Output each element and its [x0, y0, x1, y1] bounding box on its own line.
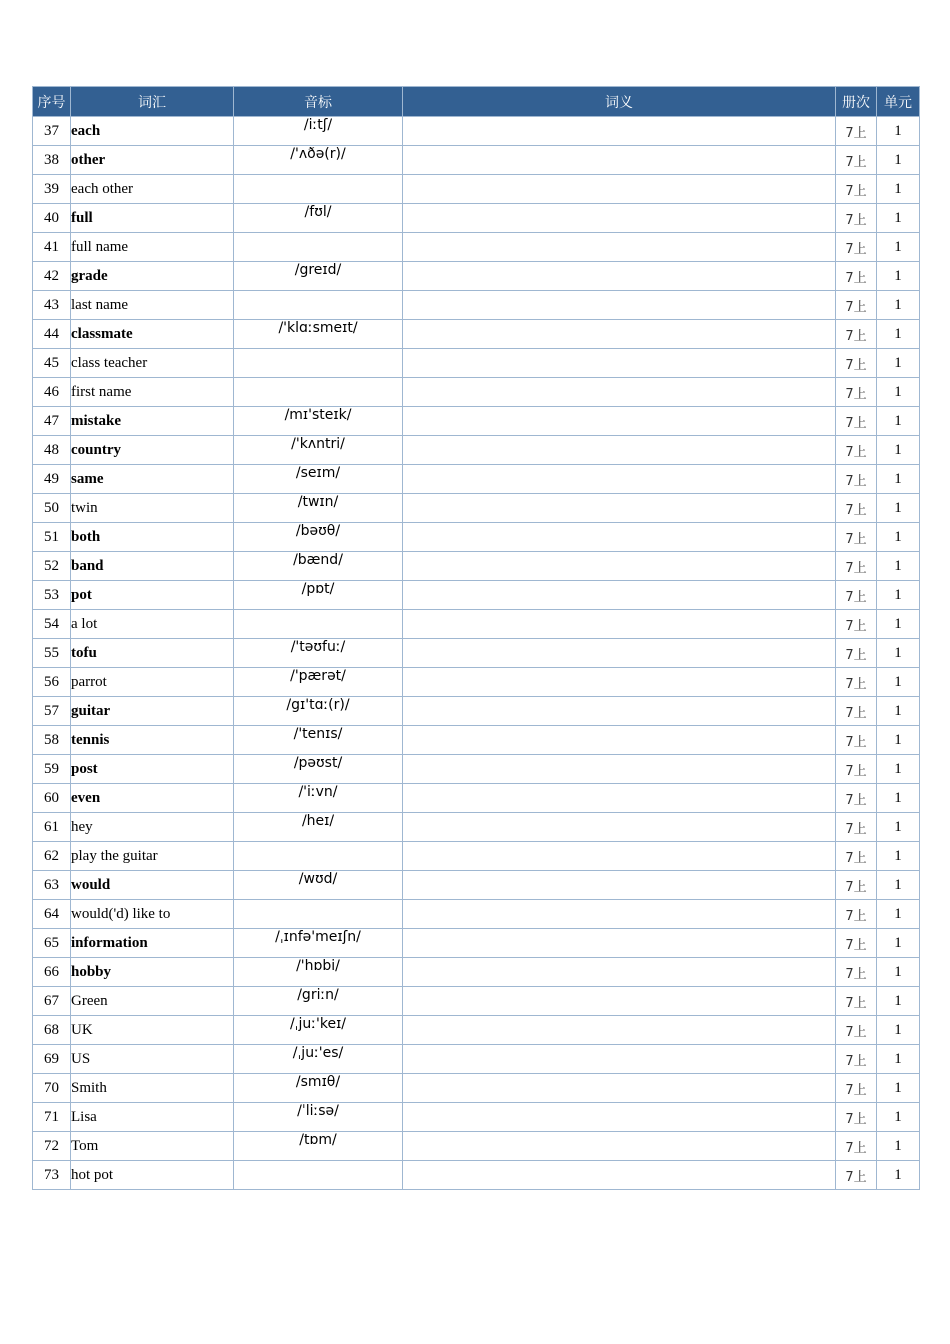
cell-no: 59 — [33, 755, 71, 784]
cell-no: 49 — [33, 465, 71, 494]
cell-no: 56 — [33, 668, 71, 697]
cell-meaning — [403, 610, 836, 639]
cell-word: Smith — [71, 1074, 234, 1103]
cell-unit: 1 — [877, 697, 920, 726]
table-row — [33, 175, 920, 204]
cell-phonetic: /pəʊst/ — [234, 755, 403, 784]
cell-no: 68 — [33, 1016, 71, 1045]
table-row — [33, 1103, 920, 1132]
cell-book: 7上 — [836, 233, 877, 262]
cell-word: mistake — [71, 407, 234, 436]
cell-no: 45 — [33, 349, 71, 378]
cell-no: 65 — [33, 929, 71, 958]
cell-unit: 1 — [877, 233, 920, 262]
cell-meaning — [403, 378, 836, 407]
cell-phonetic: /'təʊfuː/ — [234, 639, 403, 668]
cell-meaning — [403, 465, 836, 494]
table-row — [33, 1132, 920, 1161]
table-row — [33, 755, 920, 784]
table-body — [33, 117, 920, 1190]
cell-no: 38 — [33, 146, 71, 175]
cell-unit: 1 — [877, 958, 920, 987]
cell-phonetic: /'tenɪs/ — [234, 726, 403, 755]
cell-book: 7上 — [836, 436, 877, 465]
cell-book: 7上 — [836, 349, 877, 378]
table-row — [33, 639, 920, 668]
cell-meaning — [403, 494, 836, 523]
cell-book: 7上 — [836, 552, 877, 581]
cell-phonetic: /'iːvn/ — [234, 784, 403, 813]
cell-no: 48 — [33, 436, 71, 465]
cell-phonetic: /'ʌðə(r)/ — [234, 146, 403, 175]
cell-word: information — [71, 929, 234, 958]
cell-meaning — [403, 320, 836, 349]
cell-word: both — [71, 523, 234, 552]
header-unit: 单元 — [877, 87, 920, 117]
cell-no: 58 — [33, 726, 71, 755]
cell-word: other — [71, 146, 234, 175]
cell-phonetic: /bænd/ — [234, 552, 403, 581]
cell-word: twin — [71, 494, 234, 523]
cell-meaning — [403, 871, 836, 900]
cell-meaning — [403, 436, 836, 465]
cell-no: 55 — [33, 639, 71, 668]
cell-word: full — [71, 204, 234, 233]
cell-meaning — [403, 1103, 836, 1132]
cell-no: 64 — [33, 900, 71, 929]
table-row — [33, 349, 920, 378]
cell-word: Tom — [71, 1132, 234, 1161]
cell-word: tofu — [71, 639, 234, 668]
cell-unit: 1 — [877, 378, 920, 407]
cell-word: country — [71, 436, 234, 465]
cell-book: 7上 — [836, 755, 877, 784]
table-row — [33, 523, 920, 552]
cell-unit: 1 — [877, 320, 920, 349]
cell-no: 39 — [33, 175, 71, 204]
cell-phonetic: /pɒt/ — [234, 581, 403, 610]
table-row — [33, 697, 920, 726]
cell-no: 62 — [33, 842, 71, 871]
vocabulary-table — [32, 86, 920, 1190]
cell-phonetic: /greɪd/ — [234, 262, 403, 291]
cell-unit: 1 — [877, 291, 920, 320]
cell-phonetic: /iːtʃ/ — [234, 117, 403, 146]
cell-book: 7上 — [836, 639, 877, 668]
cell-unit: 1 — [877, 552, 920, 581]
cell-meaning — [403, 291, 836, 320]
cell-no: 61 — [33, 813, 71, 842]
table-row — [33, 610, 920, 639]
cell-unit: 1 — [877, 1103, 920, 1132]
cell-unit: 1 — [877, 987, 920, 1016]
cell-book: 7上 — [836, 1074, 877, 1103]
cell-word: would('d) like to — [71, 900, 234, 929]
cell-book: 7上 — [836, 407, 877, 436]
cell-phonetic: /'klɑːsmeɪt/ — [234, 320, 403, 349]
cell-book: 7上 — [836, 291, 877, 320]
cell-meaning — [403, 1045, 836, 1074]
cell-unit: 1 — [877, 465, 920, 494]
cell-phonetic — [234, 900, 403, 929]
cell-book: 7上 — [836, 581, 877, 610]
cell-phonetic: /fʊl/ — [234, 204, 403, 233]
cell-no: 47 — [33, 407, 71, 436]
cell-book: 7上 — [836, 958, 877, 987]
cell-meaning — [403, 146, 836, 175]
cell-no: 66 — [33, 958, 71, 987]
table-row — [33, 320, 920, 349]
cell-phonetic — [234, 291, 403, 320]
cell-phonetic: /griːn/ — [234, 987, 403, 1016]
cell-meaning — [403, 784, 836, 813]
cell-book: 7上 — [836, 494, 877, 523]
table-row — [33, 958, 920, 987]
cell-book: 7上 — [836, 320, 877, 349]
cell-book: 7上 — [836, 1161, 877, 1190]
cell-no: 41 — [33, 233, 71, 262]
cell-word: hot pot — [71, 1161, 234, 1190]
cell-word: parrot — [71, 668, 234, 697]
cell-unit: 1 — [877, 349, 920, 378]
table-row — [33, 929, 920, 958]
cell-no: 72 — [33, 1132, 71, 1161]
header-meaning: 词义 — [403, 87, 836, 117]
cell-unit: 1 — [877, 1045, 920, 1074]
table-row — [33, 494, 920, 523]
cell-book: 7上 — [836, 1016, 877, 1045]
cell-unit: 1 — [877, 204, 920, 233]
cell-word: US — [71, 1045, 234, 1074]
cell-book: 7上 — [836, 146, 877, 175]
cell-unit: 1 — [877, 581, 920, 610]
cell-book: 7上 — [836, 987, 877, 1016]
cell-word: pot — [71, 581, 234, 610]
cell-phonetic: /tɒm/ — [234, 1132, 403, 1161]
cell-phonetic: /bəʊθ/ — [234, 523, 403, 552]
cell-meaning — [403, 900, 836, 929]
cell-meaning — [403, 929, 836, 958]
cell-phonetic: /'pærət/ — [234, 668, 403, 697]
cell-no: 53 — [33, 581, 71, 610]
cell-unit: 1 — [877, 842, 920, 871]
cell-book: 7上 — [836, 813, 877, 842]
cell-phonetic — [234, 378, 403, 407]
cell-book: 7上 — [836, 900, 877, 929]
cell-phonetic: /mɪ'steɪk/ — [234, 407, 403, 436]
cell-word: Lisa — [71, 1103, 234, 1132]
cell-phonetic — [234, 842, 403, 871]
cell-unit: 1 — [877, 407, 920, 436]
cell-no: 60 — [33, 784, 71, 813]
table-row — [33, 813, 920, 842]
cell-book: 7上 — [836, 378, 877, 407]
cell-meaning — [403, 987, 836, 1016]
cell-unit: 1 — [877, 523, 920, 552]
cell-no: 70 — [33, 1074, 71, 1103]
cell-meaning — [403, 117, 836, 146]
table-row — [33, 262, 920, 291]
cell-meaning — [403, 1074, 836, 1103]
cell-unit: 1 — [877, 755, 920, 784]
cell-phonetic: /ˈliːsə/ — [234, 1103, 403, 1132]
cell-word: grade — [71, 262, 234, 291]
cell-book: 7上 — [836, 610, 877, 639]
cell-meaning — [403, 1161, 836, 1190]
cell-word: same — [71, 465, 234, 494]
table-row — [33, 581, 920, 610]
cell-meaning — [403, 813, 836, 842]
cell-word: would — [71, 871, 234, 900]
cell-meaning — [403, 175, 836, 204]
table-row — [33, 987, 920, 1016]
cell-book: 7上 — [836, 668, 877, 697]
header-phonetic: 音标 — [234, 87, 403, 117]
table-row — [33, 204, 920, 233]
cell-meaning — [403, 552, 836, 581]
cell-unit: 1 — [877, 900, 920, 929]
cell-unit: 1 — [877, 1016, 920, 1045]
table-row — [33, 407, 920, 436]
cell-meaning — [403, 1132, 836, 1161]
cell-word: each — [71, 117, 234, 146]
cell-unit: 1 — [877, 262, 920, 291]
cell-no: 52 — [33, 552, 71, 581]
cell-word: last name — [71, 291, 234, 320]
cell-phonetic — [234, 175, 403, 204]
table-row — [33, 378, 920, 407]
cell-book: 7上 — [836, 175, 877, 204]
cell-book: 7上 — [836, 784, 877, 813]
cell-unit: 1 — [877, 813, 920, 842]
cell-phonetic — [234, 233, 403, 262]
cell-no: 37 — [33, 117, 71, 146]
cell-no: 42 — [33, 262, 71, 291]
cell-no: 46 — [33, 378, 71, 407]
cell-unit: 1 — [877, 610, 920, 639]
cell-meaning — [403, 204, 836, 233]
cell-unit: 1 — [877, 1161, 920, 1190]
cell-unit: 1 — [877, 436, 920, 465]
cell-unit: 1 — [877, 175, 920, 204]
cell-no: 67 — [33, 987, 71, 1016]
cell-no: 69 — [33, 1045, 71, 1074]
cell-book: 7上 — [836, 1132, 877, 1161]
cell-unit: 1 — [877, 639, 920, 668]
cell-book: 7上 — [836, 871, 877, 900]
cell-book: 7上 — [836, 1045, 877, 1074]
cell-phonetic: /twɪn/ — [234, 494, 403, 523]
cell-word: Green — [71, 987, 234, 1016]
table-row — [33, 1074, 920, 1103]
table-row — [33, 291, 920, 320]
cell-book: 7上 — [836, 726, 877, 755]
table-row — [33, 1016, 920, 1045]
cell-no: 57 — [33, 697, 71, 726]
cell-word: a lot — [71, 610, 234, 639]
cell-no: 71 — [33, 1103, 71, 1132]
cell-unit: 1 — [877, 1074, 920, 1103]
cell-book: 7上 — [836, 697, 877, 726]
cell-meaning — [403, 755, 836, 784]
cell-no: 73 — [33, 1161, 71, 1190]
cell-word: tennis — [71, 726, 234, 755]
table-row — [33, 1045, 920, 1074]
table-row — [33, 146, 920, 175]
cell-no: 51 — [33, 523, 71, 552]
cell-word: full name — [71, 233, 234, 262]
cell-meaning — [403, 697, 836, 726]
cell-phonetic — [234, 610, 403, 639]
cell-no: 54 — [33, 610, 71, 639]
cell-no: 43 — [33, 291, 71, 320]
cell-unit: 1 — [877, 668, 920, 697]
table-row — [33, 871, 920, 900]
cell-phonetic: /ˌjuː'es/ — [234, 1045, 403, 1074]
cell-meaning — [403, 668, 836, 697]
cell-word: classmate — [71, 320, 234, 349]
cell-phonetic: /'kʌntri/ — [234, 436, 403, 465]
table-row — [33, 1161, 920, 1190]
cell-word: even — [71, 784, 234, 813]
cell-unit: 1 — [877, 871, 920, 900]
cell-word: each other — [71, 175, 234, 204]
table-row — [33, 784, 920, 813]
cell-meaning — [403, 726, 836, 755]
cell-phonetic: /'hɒbi/ — [234, 958, 403, 987]
header-book: 册次 — [836, 87, 877, 117]
table-row — [33, 900, 920, 929]
cell-meaning — [403, 842, 836, 871]
cell-phonetic — [234, 349, 403, 378]
cell-book: 7上 — [836, 117, 877, 146]
cell-unit: 1 — [877, 726, 920, 755]
cell-word: play the guitar — [71, 842, 234, 871]
cell-book: 7上 — [836, 1103, 877, 1132]
cell-meaning — [403, 1016, 836, 1045]
table-row — [33, 436, 920, 465]
cell-no: 50 — [33, 494, 71, 523]
cell-unit: 1 — [877, 1132, 920, 1161]
table-row — [33, 117, 920, 146]
cell-book: 7上 — [836, 465, 877, 494]
cell-unit: 1 — [877, 117, 920, 146]
cell-word: band — [71, 552, 234, 581]
cell-book: 7上 — [836, 929, 877, 958]
cell-phonetic: /ˌɪnfə'meɪʃn/ — [234, 929, 403, 958]
table-row — [33, 552, 920, 581]
cell-meaning — [403, 349, 836, 378]
header-word: 词汇 — [71, 87, 234, 117]
table-row — [33, 465, 920, 494]
cell-book: 7上 — [836, 204, 877, 233]
cell-word: class teacher — [71, 349, 234, 378]
cell-word: guitar — [71, 697, 234, 726]
cell-phonetic: /heɪ/ — [234, 813, 403, 842]
table-row — [33, 842, 920, 871]
cell-meaning — [403, 233, 836, 262]
header-row — [33, 87, 920, 117]
cell-unit: 1 — [877, 929, 920, 958]
cell-phonetic: /seɪm/ — [234, 465, 403, 494]
cell-book: 7上 — [836, 262, 877, 291]
cell-meaning — [403, 523, 836, 552]
cell-phonetic: /wʊd/ — [234, 871, 403, 900]
cell-meaning — [403, 262, 836, 291]
cell-book: 7上 — [836, 523, 877, 552]
cell-no: 40 — [33, 204, 71, 233]
cell-meaning — [403, 958, 836, 987]
cell-word: hobby — [71, 958, 234, 987]
cell-phonetic: /smɪθ/ — [234, 1074, 403, 1103]
cell-phonetic — [234, 1161, 403, 1190]
header-no: 序号 — [33, 87, 71, 117]
cell-unit: 1 — [877, 784, 920, 813]
cell-word: UK — [71, 1016, 234, 1045]
cell-word: post — [71, 755, 234, 784]
cell-meaning — [403, 407, 836, 436]
table-row — [33, 726, 920, 755]
table-row — [33, 233, 920, 262]
cell-word: hey — [71, 813, 234, 842]
cell-phonetic: /ˌjuː'keɪ/ — [234, 1016, 403, 1045]
cell-unit: 1 — [877, 146, 920, 175]
cell-no: 63 — [33, 871, 71, 900]
cell-no: 44 — [33, 320, 71, 349]
cell-word: first name — [71, 378, 234, 407]
cell-book: 7上 — [836, 842, 877, 871]
cell-phonetic: /gɪ'tɑː(r)/ — [234, 697, 403, 726]
cell-meaning — [403, 639, 836, 668]
cell-meaning — [403, 581, 836, 610]
table-row — [33, 668, 920, 697]
cell-unit: 1 — [877, 494, 920, 523]
